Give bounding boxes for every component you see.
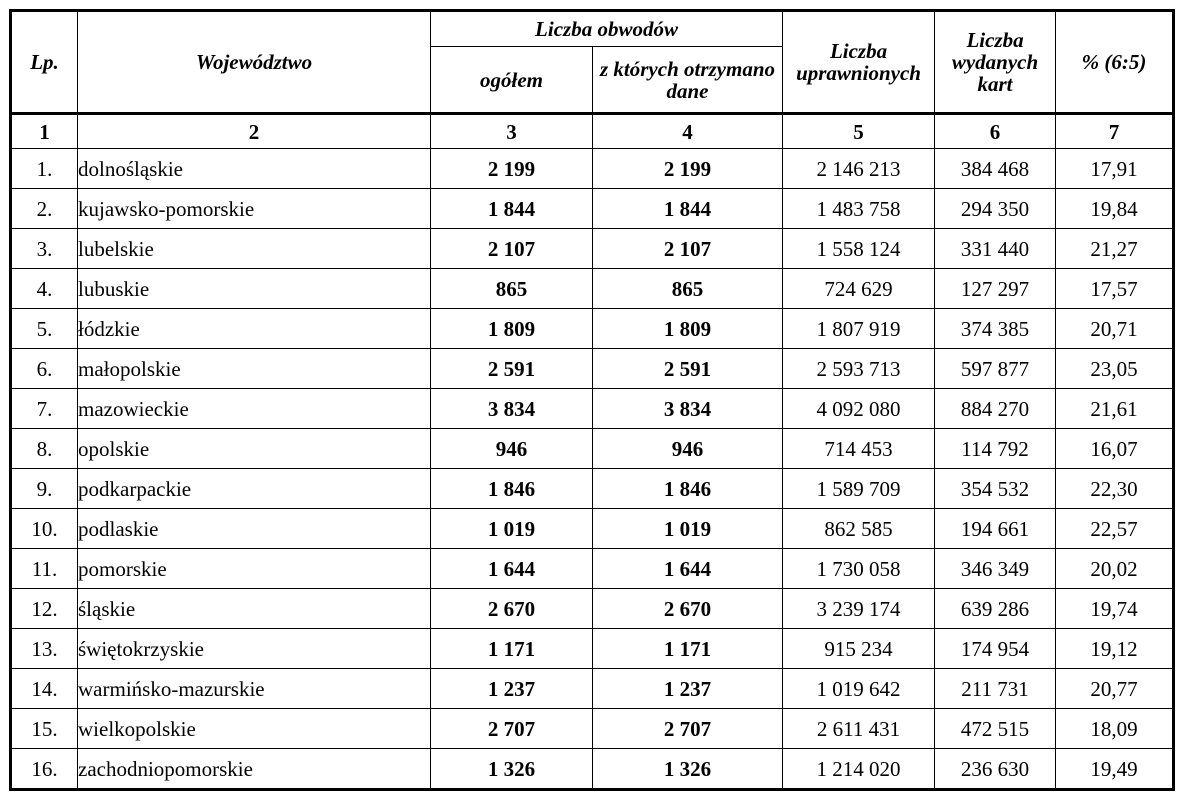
cell-procent: 19,84 xyxy=(1056,189,1174,229)
cell-procent: 21,27 xyxy=(1056,229,1174,269)
cell-z-ktorych: 865 xyxy=(593,269,783,309)
cell-lp: 6. xyxy=(11,349,78,389)
cell-uprawnionych: 2 146 213 xyxy=(783,149,935,189)
cell-uprawnionych: 1 558 124 xyxy=(783,229,935,269)
cell-procent: 20,02 xyxy=(1056,549,1174,589)
cell-procent: 22,30 xyxy=(1056,469,1174,509)
cell-z-ktorych: 1 644 xyxy=(593,549,783,589)
cell-ogolem: 2 670 xyxy=(431,589,593,629)
cell-ogolem: 1 809 xyxy=(431,309,593,349)
column-number: 2 xyxy=(78,114,431,149)
cell-z-ktorych: 2 591 xyxy=(593,349,783,389)
cell-z-ktorych: 2 670 xyxy=(593,589,783,629)
cell-z-ktorych: 3 834 xyxy=(593,389,783,429)
cell-ogolem: 1 326 xyxy=(431,749,593,790)
cell-procent: 23,05 xyxy=(1056,349,1174,389)
cell-uprawnionych: 2 611 431 xyxy=(783,709,935,749)
table-row xyxy=(11,589,1174,629)
cell-lp: 2. xyxy=(11,189,78,229)
header-liczba-uprawnionych: Liczba uprawnionych xyxy=(783,11,935,114)
cell-uprawnionych: 3 239 174 xyxy=(783,589,935,629)
cell-ogolem: 946 xyxy=(431,429,593,469)
cell-uprawnionych: 862 585 xyxy=(783,509,935,549)
cell-ogolem: 2 591 xyxy=(431,349,593,389)
header-lp: Lp. xyxy=(11,11,78,114)
cell-uprawnionych: 1 807 919 xyxy=(783,309,935,349)
cell-lp: 7. xyxy=(11,389,78,429)
cell-lp: 15. xyxy=(11,709,78,749)
cell-procent: 19,74 xyxy=(1056,589,1174,629)
cell-lp: 16. xyxy=(11,749,78,790)
cell-karty: 331 440 xyxy=(935,229,1056,269)
cell-wojewodztwo: dolnośląskie xyxy=(78,149,431,189)
header-liczba-obwodow: Liczba obwodów xyxy=(431,11,783,47)
header-wojewodztwo: Województwo xyxy=(78,11,431,114)
header-liczba-wydanych-kart: Liczba wydanych kart xyxy=(935,11,1056,114)
cell-karty: 354 532 xyxy=(935,469,1056,509)
table-row xyxy=(11,709,1174,749)
column-number: 4 xyxy=(593,114,783,149)
cell-wojewodztwo: warmińsko-mazurskie xyxy=(78,669,431,709)
cell-lp: 13. xyxy=(11,629,78,669)
cell-ogolem: 1 644 xyxy=(431,549,593,589)
cell-z-ktorych: 1 171 xyxy=(593,629,783,669)
table-row xyxy=(11,469,1174,509)
cell-procent: 21,61 xyxy=(1056,389,1174,429)
table-row xyxy=(11,669,1174,709)
cell-ogolem: 1 846 xyxy=(431,469,593,509)
cell-procent: 17,91 xyxy=(1056,149,1174,189)
cell-uprawnionych: 1 483 758 xyxy=(783,189,935,229)
cell-procent: 16,07 xyxy=(1056,429,1174,469)
cell-karty: 294 350 xyxy=(935,189,1056,229)
cell-ogolem: 1 844 xyxy=(431,189,593,229)
cell-procent: 20,77 xyxy=(1056,669,1174,709)
cell-wojewodztwo: śląskie xyxy=(78,589,431,629)
cell-z-ktorych: 2 707 xyxy=(593,709,783,749)
cell-karty: 194 661 xyxy=(935,509,1056,549)
cell-ogolem: 865 xyxy=(431,269,593,309)
cell-lp: 14. xyxy=(11,669,78,709)
cell-wojewodztwo: lubuskie xyxy=(78,269,431,309)
cell-z-ktorych: 1 019 xyxy=(593,509,783,549)
column-number: 5 xyxy=(783,114,935,149)
cell-wojewodztwo: kujawsko-pomorskie xyxy=(78,189,431,229)
cell-z-ktorych: 2 107 xyxy=(593,229,783,269)
cell-wojewodztwo: podlaskie xyxy=(78,509,431,549)
cell-ogolem: 2 199 xyxy=(431,149,593,189)
cell-z-ktorych: 1 237 xyxy=(593,669,783,709)
cell-lp: 3. xyxy=(11,229,78,269)
column-number: 7 xyxy=(1056,114,1174,149)
cell-lp: 5. xyxy=(11,309,78,349)
header-ogolem: ogółem xyxy=(431,47,593,114)
table-row xyxy=(11,229,1174,269)
table-row xyxy=(11,189,1174,229)
cell-procent: 19,12 xyxy=(1056,629,1174,669)
cell-z-ktorych: 1 844 xyxy=(593,189,783,229)
cell-lp: 10. xyxy=(11,509,78,549)
cell-uprawnionych: 2 593 713 xyxy=(783,349,935,389)
cell-z-ktorych: 946 xyxy=(593,429,783,469)
header-z-ktorych: z których otrzymano dane xyxy=(593,47,783,114)
cell-z-ktorych: 2 199 xyxy=(593,149,783,189)
cell-karty: 127 297 xyxy=(935,269,1056,309)
cell-wojewodztwo: łódzkie xyxy=(78,309,431,349)
cell-wojewodztwo: świętokrzyskie xyxy=(78,629,431,669)
table-row xyxy=(11,269,1174,309)
cell-karty: 472 515 xyxy=(935,709,1056,749)
cell-lp: 4. xyxy=(11,269,78,309)
cell-wojewodztwo: opolskie xyxy=(78,429,431,469)
cell-procent: 19,49 xyxy=(1056,749,1174,790)
cell-ogolem: 2 107 xyxy=(431,229,593,269)
column-number-row xyxy=(11,114,1174,149)
cell-lp: 12. xyxy=(11,589,78,629)
table-row xyxy=(11,389,1174,429)
cell-z-ktorych: 1 809 xyxy=(593,309,783,349)
cell-karty: 884 270 xyxy=(935,389,1056,429)
cell-procent: 20,71 xyxy=(1056,309,1174,349)
header-procent: % (6:5) xyxy=(1056,11,1174,114)
cell-z-ktorych: 1 846 xyxy=(593,469,783,509)
cell-karty: 211 731 xyxy=(935,669,1056,709)
cell-uprawnionych: 724 629 xyxy=(783,269,935,309)
table-row xyxy=(11,309,1174,349)
table-row xyxy=(11,349,1174,389)
cell-lp: 8. xyxy=(11,429,78,469)
cell-karty: 174 954 xyxy=(935,629,1056,669)
cell-uprawnionych: 915 234 xyxy=(783,629,935,669)
cell-procent: 17,57 xyxy=(1056,269,1174,309)
cell-karty: 597 877 xyxy=(935,349,1056,389)
cell-karty: 346 349 xyxy=(935,549,1056,589)
table-row xyxy=(11,149,1174,189)
cell-karty: 384 468 xyxy=(935,149,1056,189)
column-number: 1 xyxy=(11,114,78,149)
cell-uprawnionych: 4 092 080 xyxy=(783,389,935,429)
cell-ogolem: 3 834 xyxy=(431,389,593,429)
cell-procent: 22,57 xyxy=(1056,509,1174,549)
cell-karty: 236 630 xyxy=(935,749,1056,790)
cell-wojewodztwo: mazowieckie xyxy=(78,389,431,429)
cell-uprawnionych: 1 730 058 xyxy=(783,549,935,589)
cell-wojewodztwo: zachodniopomorskie xyxy=(78,749,431,790)
cell-uprawnionych: 714 453 xyxy=(783,429,935,469)
voivodeship-statistics-table xyxy=(9,9,1175,791)
cell-wojewodztwo: lubelskie xyxy=(78,229,431,269)
cell-uprawnionych: 1 019 642 xyxy=(783,669,935,709)
table-row xyxy=(11,749,1174,790)
table-row xyxy=(11,429,1174,469)
column-number: 3 xyxy=(431,114,593,149)
cell-wojewodztwo: małopolskie xyxy=(78,349,431,389)
table-row xyxy=(11,549,1174,589)
table-row xyxy=(11,509,1174,549)
header-row-1 xyxy=(11,11,1174,47)
cell-uprawnionych: 1 214 020 xyxy=(783,749,935,790)
cell-ogolem: 1 171 xyxy=(431,629,593,669)
cell-procent: 18,09 xyxy=(1056,709,1174,749)
cell-karty: 374 385 xyxy=(935,309,1056,349)
cell-z-ktorych: 1 326 xyxy=(593,749,783,790)
cell-wojewodztwo: pomorskie xyxy=(78,549,431,589)
cell-karty: 114 792 xyxy=(935,429,1056,469)
cell-lp: 1. xyxy=(11,149,78,189)
cell-ogolem: 1 237 xyxy=(431,669,593,709)
cell-ogolem: 2 707 xyxy=(431,709,593,749)
cell-lp: 11. xyxy=(11,549,78,589)
cell-ogolem: 1 019 xyxy=(431,509,593,549)
column-number: 6 xyxy=(935,114,1056,149)
cell-uprawnionych: 1 589 709 xyxy=(783,469,935,509)
cell-wojewodztwo: wielkopolskie xyxy=(78,709,431,749)
cell-lp: 9. xyxy=(11,469,78,509)
cell-wojewodztwo: podkarpackie xyxy=(78,469,431,509)
cell-karty: 639 286 xyxy=(935,589,1056,629)
table-row xyxy=(11,629,1174,669)
